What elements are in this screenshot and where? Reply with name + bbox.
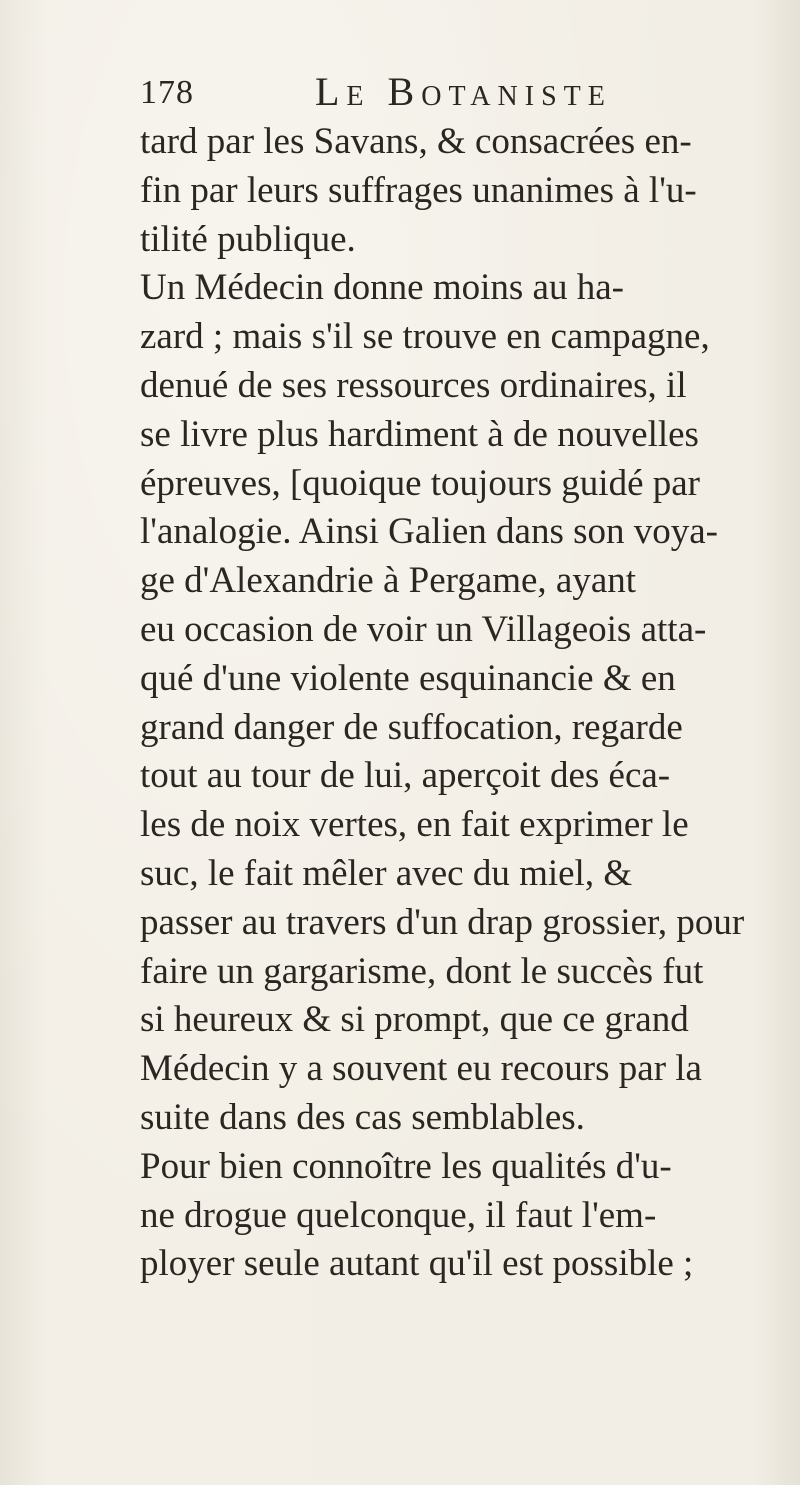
running-title: Le Botaniste: [315, 69, 612, 114]
text-line: suite dans des cas semblables.: [140, 1096, 585, 1138]
page-number: 178: [140, 74, 194, 111]
text-line: épreuves, [quoique toujours guidé par: [140, 462, 700, 504]
text-line: grand danger de suffocation, regarde: [140, 706, 683, 748]
text-line: fin par leurs suffrages unanimes à l'u-: [140, 169, 697, 211]
text-line: Médecin y a souvent eu recours par la: [140, 1048, 702, 1090]
running-head: [140, 68, 700, 116]
text-line: l'analogie. Ainsi Galien dans son voya-: [140, 511, 718, 553]
text-line: se livre plus hardiment à de nouvelles: [140, 413, 699, 455]
text-line: si heureux & si prompt, que ce grand: [140, 999, 689, 1041]
text-line: faire un gargarisme, dont le succès fut: [140, 950, 704, 992]
text-line: ployer seule autant qu'il est possible ;: [140, 1243, 694, 1285]
text-line: suc, le fait mêler avec du miel, &: [140, 852, 633, 894]
text-line: denué de ses ressources ordinaires, il: [140, 364, 687, 406]
text-line: ne drogue quelconque, il faut l'em-: [140, 1194, 657, 1236]
text-line: zard ; mais s'il se trouve en campagne,: [140, 316, 710, 358]
text-line: qué d'une violente esquinancie & en: [140, 657, 676, 699]
text-line: Pour bien connoître les qualités d'u-: [140, 1145, 672, 1187]
text-line: tout au tour de lui, aperçoit des éca-: [140, 755, 671, 797]
text-line: les de noix vertes, en fait exprimer le: [140, 804, 689, 846]
text-line: passer au travers d'un drap grossier, pour: [140, 901, 745, 943]
text-line: ge d'Alexandrie à Pergame, ayant: [140, 560, 637, 602]
text-line: tard par les Savans, & consacrées en-: [140, 121, 692, 162]
text-line: Un Médecin donne moins au ha-: [140, 267, 624, 309]
text-line: tilité publique.: [140, 218, 356, 260]
text-line: eu occasion de voir un Villageois atta-: [140, 608, 707, 650]
body-text: [140, 118, 800, 1289]
